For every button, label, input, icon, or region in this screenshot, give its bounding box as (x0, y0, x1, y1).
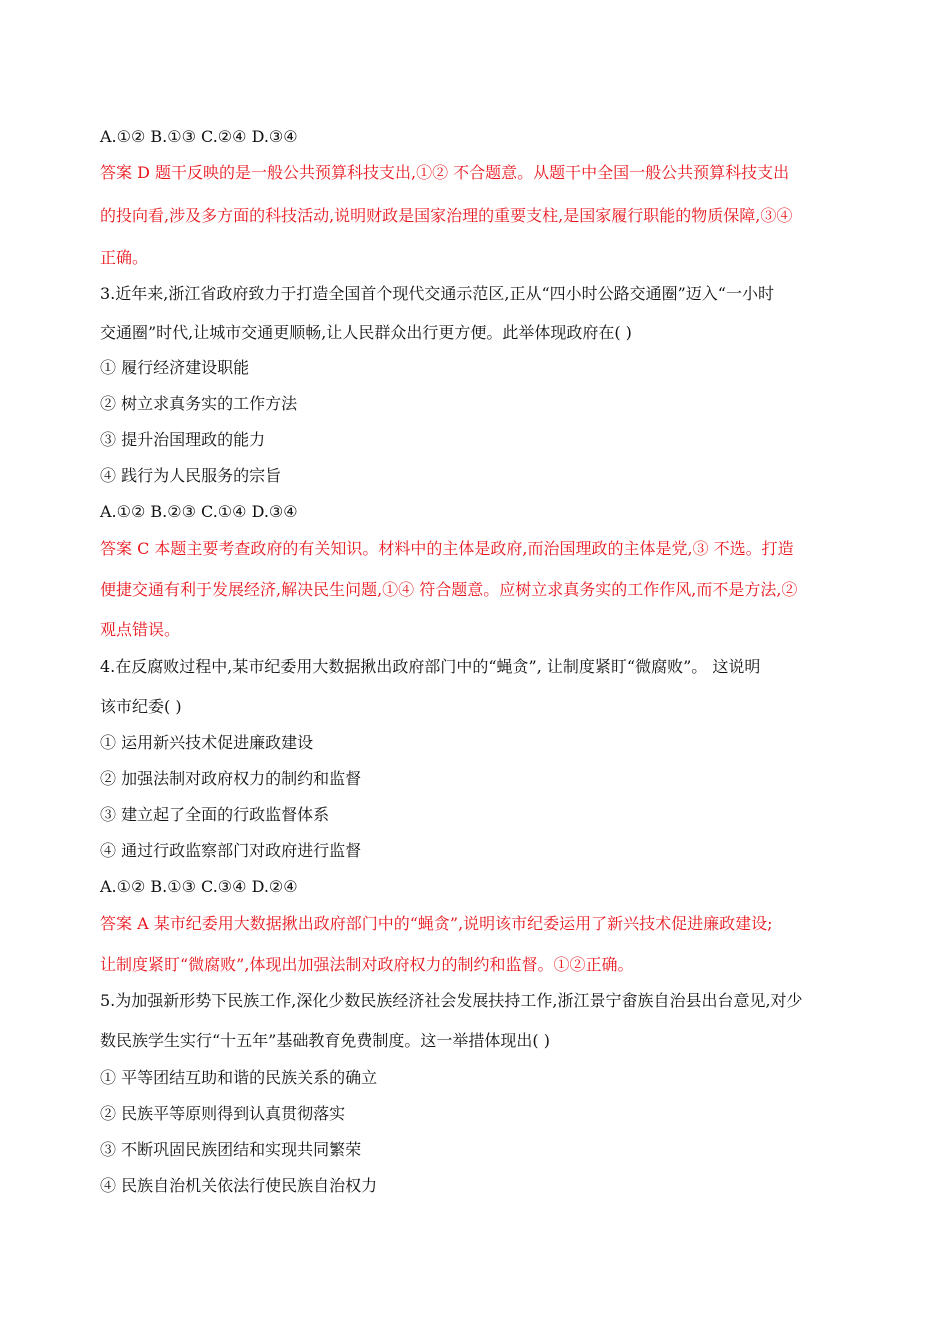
q3-item-1: ① 履行经济建设职能 (100, 358, 250, 377)
q3-item-2: ② 树立求真务实的工作方法 (100, 394, 298, 413)
q5-stem-line-1: 5.为加强新形势下民族工作,深化少数民族经济社会发展扶持工作,浙江景宁畲族自治县出台意见,对少 (100, 991, 803, 1010)
q5-item-1: ① 平等团结互助和谐的民族关系的确立 (100, 1068, 378, 1087)
q3-item-4: ④ 践行为人民服务的宗旨 (100, 466, 282, 485)
q4-stem-line-2: 该市纪委( ) (100, 697, 182, 716)
q3-answer-line-1: 答案 C 本题主要考查政府的有关知识。材料中的主体是政府,而治国理政的主体是党,③ 不选。打造 (100, 539, 794, 558)
q3-options: A.①② B.②③ C.①④ D.③④ (100, 502, 298, 521)
q5-item-2: ② 民族平等原则得到认真贯彻落实 (100, 1104, 346, 1123)
q3-answer-line-2: 便捷交通有利于发展经济,解决民生问题,①④ 符合题意。应树立求真务实的工作作风,而不是方法,② (100, 580, 798, 599)
q3-stem-line-1: 3.近年来,浙江省政府致力于打造全国首个现代交通示范区,正从“四小时公路交通圈”迈入“一小时 (100, 284, 774, 303)
q5-stem-line-2: 数民族学生实行“十五年”基础教育免费制度。这一举措体现出( ) (100, 1031, 550, 1050)
q4-item-2: ② 加强法制对政府权力的制约和监督 (100, 769, 362, 788)
q2-answer-line-1: 答案 D 题干反映的是一般公共预算科技支出,①② 不合题意。从题干中全国一般公共预算科技支出 (100, 163, 790, 182)
q4-answer-line-2: 让制度紧盯“微腐败”,体现出加强法制对政府权力的制约和监督。①②正确。 (100, 955, 634, 974)
q3-item-3: ③ 提升治国理政的能力 (100, 430, 266, 449)
q4-stem-line-1: 4.在反腐败过程中,某市纪委用大数据揪出政府部门中的“蝇贪”, 让制度紧盯“微腐败”。 这说明 (100, 657, 761, 676)
q5-item-3: ③ 不断巩固民族团结和实现共同繁荣 (100, 1140, 362, 1159)
q4-item-4: ④ 通过行政监察部门对政府进行监督 (100, 841, 362, 860)
q3-stem-line-2: 交通圈”时代,让城市交通更顺畅,让人民群众出行更方便。此举体现政府在( ) (100, 323, 632, 342)
q5-item-4: ④ 民族自治机关依法行使民族自治权力 (100, 1176, 378, 1195)
q4-item-3: ③ 建立起了全面的行政监督体系 (100, 805, 330, 824)
q2-options: A.①② B.①③ C.②④ D.③④ (100, 127, 298, 146)
q4-options: A.①② B.①③ C.③④ D.②④ (100, 877, 298, 896)
q4-item-1: ① 运用新兴技术促进廉政建设 (100, 733, 314, 752)
q2-answer-line-3: 正确。 (100, 248, 149, 267)
q4-answer-line-1: 答案 A 某市纪委用大数据揪出政府部门中的“蝇贪”,说明该市纪委运用了新兴技术促进廉政建设; (100, 914, 773, 933)
q2-answer-line-2: 的投向看,涉及多方面的科技活动,说明财政是国家治理的重要支柱,是国家履行职能的物质保障,③④ (100, 206, 793, 225)
q3-answer-line-3: 观点错误。 (100, 620, 181, 639)
